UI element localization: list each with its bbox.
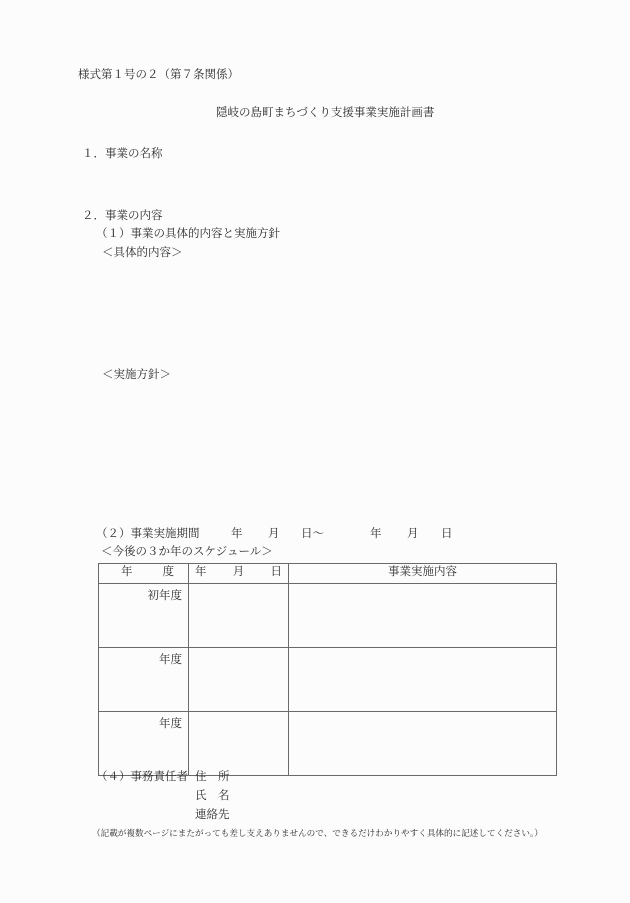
subsection-1-heading: （１）事業の具体的内容と実施方針 — [96, 226, 280, 240]
responsible-name-label: 氏 名 — [195, 788, 230, 802]
row-content-cell[interactable] — [289, 712, 557, 776]
period-start-month: 月 — [268, 526, 280, 540]
subsection-4-heading: （４）事務責任者 — [96, 769, 188, 783]
form-number: 様式第１号の２（第７条関係） — [78, 67, 239, 81]
row-year: 年度 — [99, 648, 189, 712]
schedule-label: ＜今後の３か年のスケジュール＞ — [101, 544, 273, 558]
header-content: 事業実施内容 — [289, 564, 557, 584]
table-row — [99, 648, 557, 712]
section-2-heading: ２．事業の内容 — [82, 208, 163, 222]
table-header-row — [99, 564, 557, 584]
table-row — [99, 712, 557, 776]
footnote: （記載が複数ページにまたがっても差し支えありませんので、できるだけわかりやすく具体的に記述してください。） — [92, 829, 543, 839]
row-date-cell[interactable] — [189, 584, 289, 648]
row-content-cell[interactable] — [289, 584, 557, 648]
document-title: 隠岐の島町まちづくり支援事業実施計画書 — [216, 105, 435, 119]
subsection-2-heading: （２）事業実施期間 — [96, 526, 200, 540]
row-year: 年度 — [99, 712, 189, 776]
section-1-heading: １．事業の名称 — [82, 146, 163, 160]
period-end-year: 年 — [370, 526, 382, 540]
row-date-cell[interactable] — [189, 712, 289, 776]
row-date-cell[interactable] — [189, 648, 289, 712]
table-row — [99, 584, 557, 648]
schedule-table — [98, 563, 557, 776]
period-end-month: 月 — [407, 526, 419, 540]
period-start-year: 年 — [231, 526, 243, 540]
row-year: 初年度 — [99, 584, 189, 648]
responsible-address-label: 住 所 — [195, 769, 230, 783]
row-content-cell[interactable] — [289, 648, 557, 712]
responsible-contact-label: 連絡先 — [195, 807, 230, 821]
policy-label: ＜実施方針＞ — [102, 367, 171, 381]
header-date: 年 月 日 — [189, 564, 289, 584]
period-end-day: 日 — [441, 526, 453, 540]
specific-content-label: ＜具体的内容＞ — [102, 245, 183, 259]
period-start-day: 日～ — [301, 526, 324, 540]
header-fiscal-year: 年 度 — [99, 564, 189, 584]
